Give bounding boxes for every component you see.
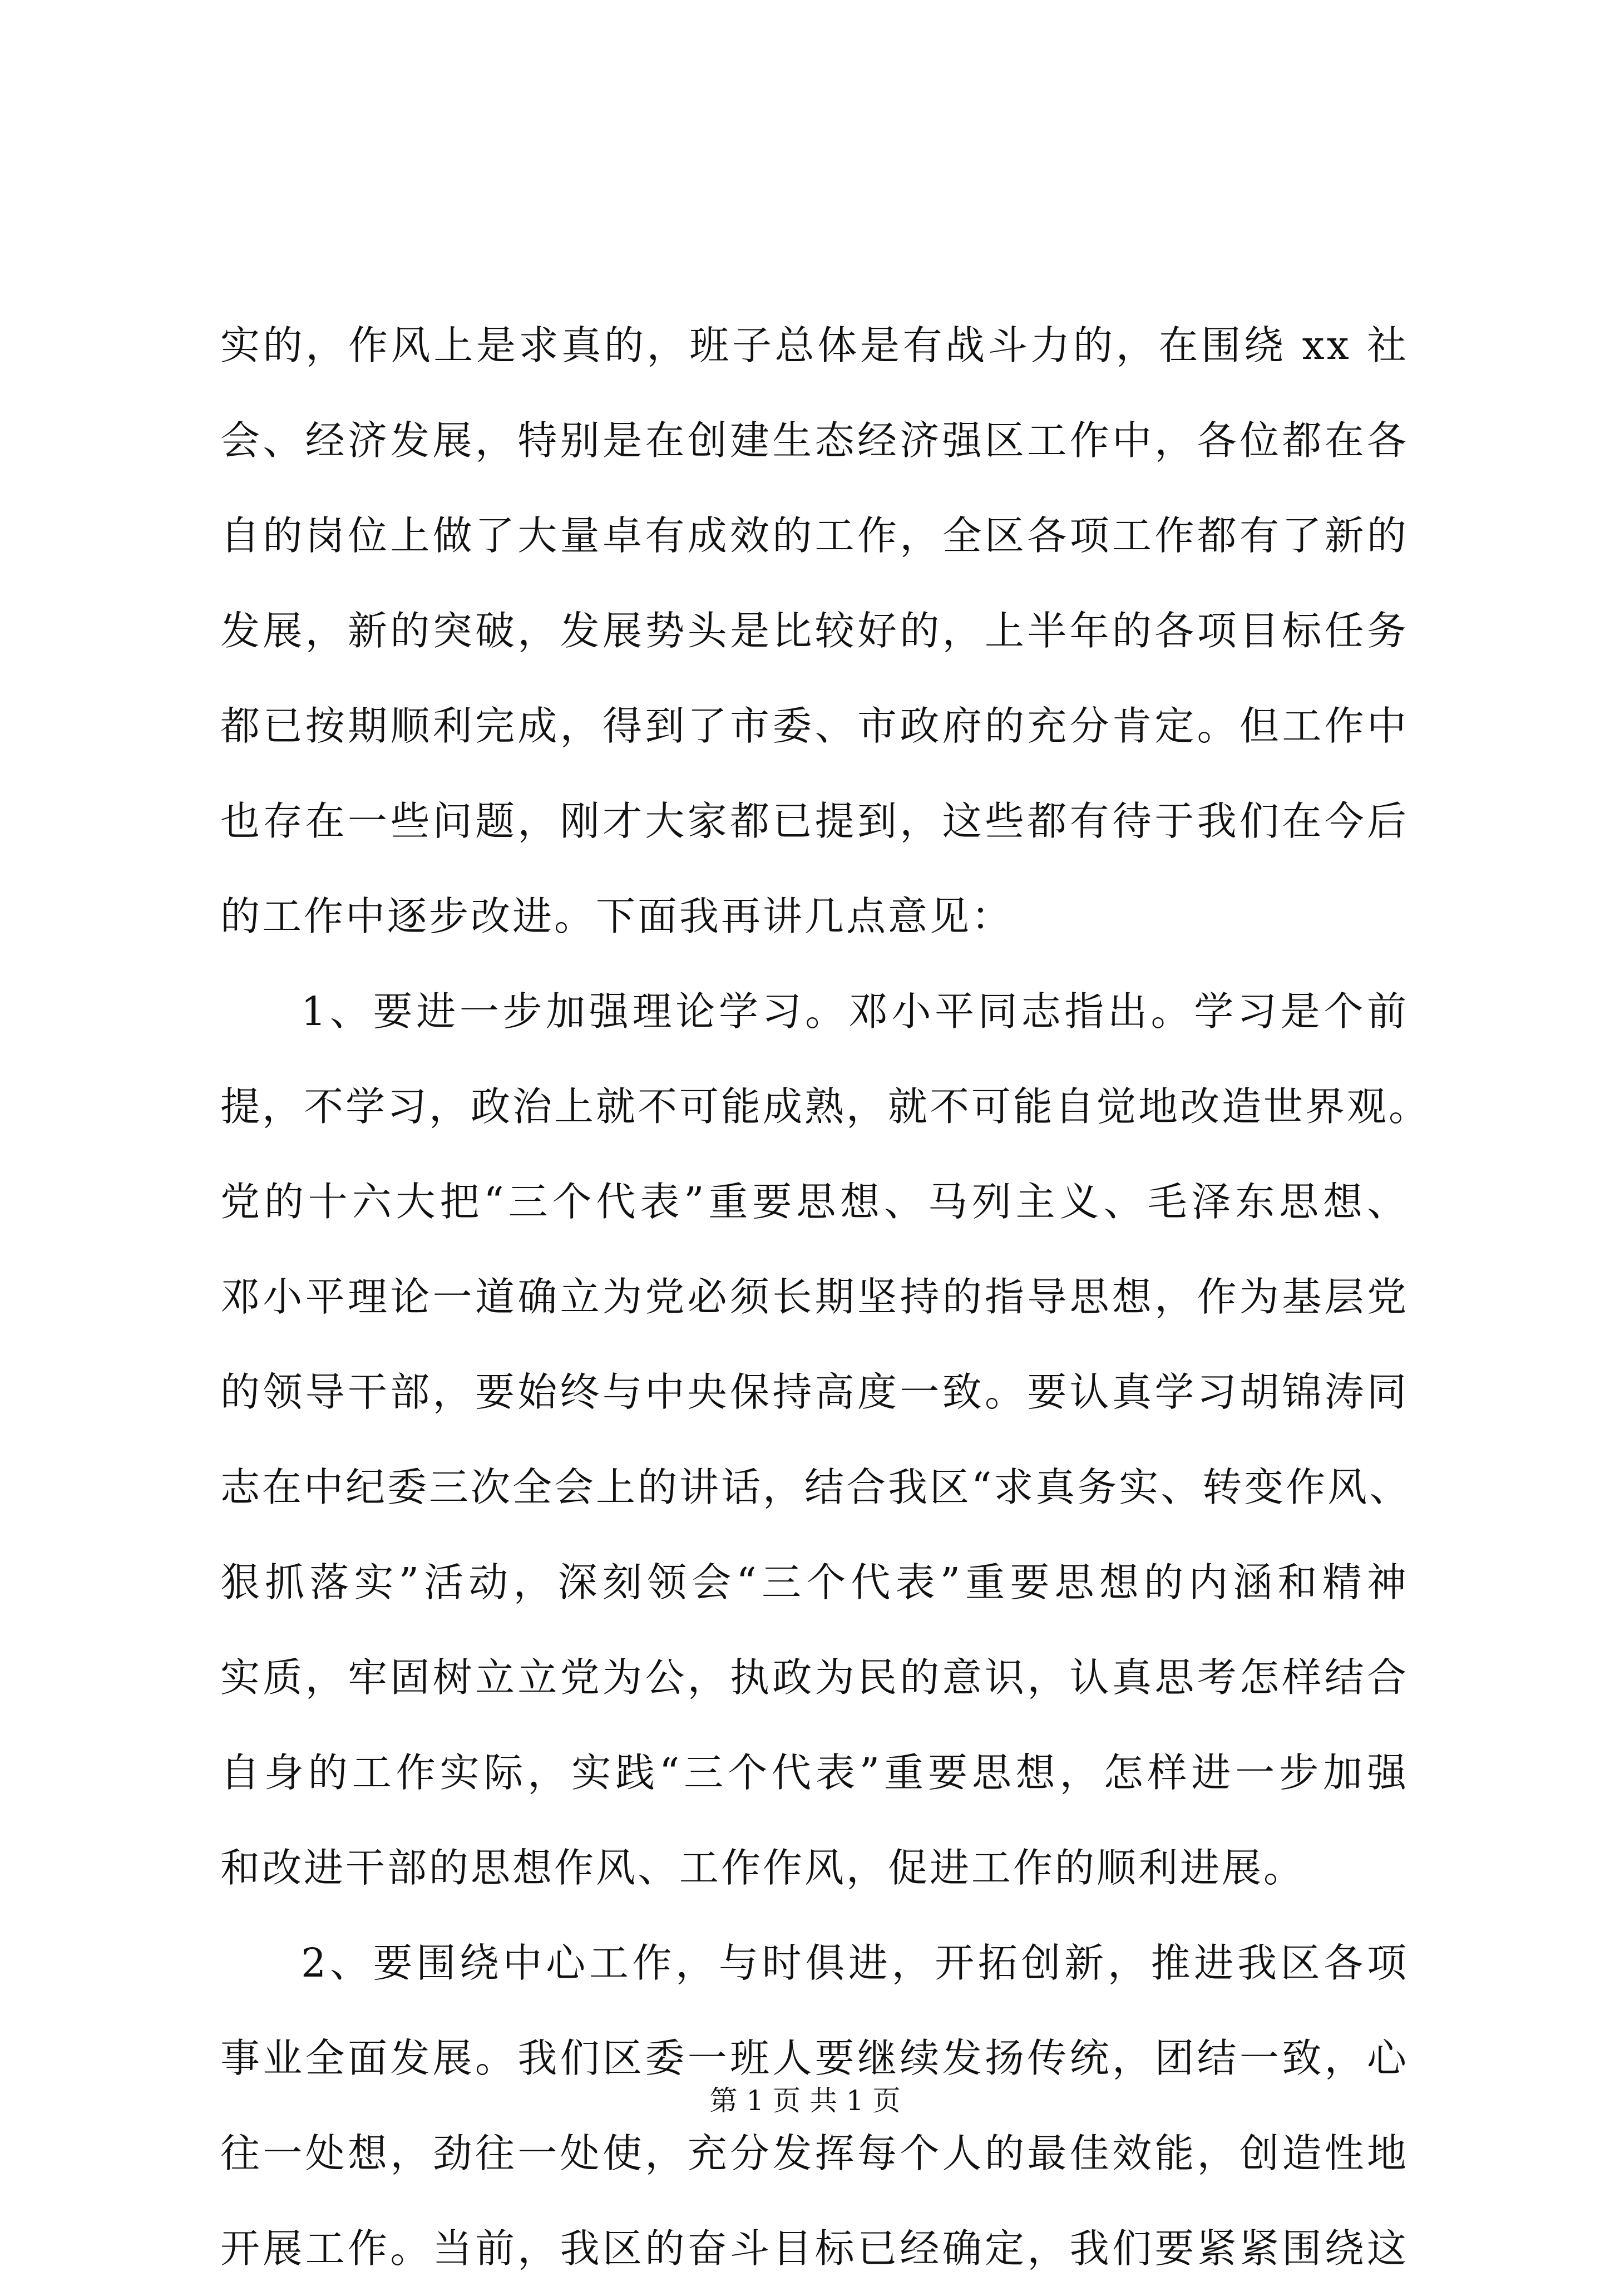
text-line-17: 和改进干部的思想作风、工作作风，促进工作的顺利进展。 xyxy=(220,1845,1306,1891)
text-line-21: 开展工作。当前，我区的奋斗目标已经确定，我们要紧紧围绕这 xyxy=(220,2225,1409,2272)
text-line-4: 发展，新的突破，发展势头是比较好的，上半年的各项目标任务 xyxy=(220,608,1409,654)
page-footer: 第 1 页 共 1 页 xyxy=(709,2085,901,2117)
text-line-8: 1、要进一步加强理论学习。邓小平同志指出。学习是个前 xyxy=(301,988,1409,1034)
text-line-11: 邓小平理论一道确立为党必须长期坚持的指导思想，作为基层党 xyxy=(220,1274,1409,1320)
text-line-13: 志在中纪委三次全会上的讲话，结合我区“求真务实、转变作风、 xyxy=(220,1464,1411,1510)
text-line-2: 会、经济发展，特别是在创建生态经济强区工作中，各位都在各 xyxy=(220,417,1409,464)
text-line-5: 都已按期顺利完成，得到了市委、市政府的充分肯定。但工作中 xyxy=(220,703,1409,749)
text-line-1: 实的，作风上是求真的，班子总体是有战斗力的，在围绕 xx 社 xyxy=(220,322,1409,368)
text-line-15: 实质，牢固树立立党为公，执政为民的意识，认真思考怎样结合 xyxy=(220,1654,1409,1701)
text-line-3: 自的岗位上做了大量卓有成效的工作，全区各项工作都有了新的 xyxy=(220,513,1409,559)
text-line-7: 的工作中逐步改进。下面我再讲几点意见： xyxy=(220,893,1014,939)
text-line-18: 2、要围绕中心工作，与时俱进，开拓创新，推进我区各项 xyxy=(301,1940,1409,1986)
text-line-12: 的领导干部，要始终与中央保持高度一致。要认真学习胡锦涛同 xyxy=(220,1369,1409,1415)
text-line-20: 往一处想，劲往一处使，充分发挥每个人的最佳效能，创造性地 xyxy=(220,2130,1409,2176)
document-body xyxy=(220,298,1431,2296)
text-line-9: 提，不学习，政治上就不可能成熟，就不可能自觉地改造世界观。 xyxy=(220,1083,1431,1130)
text-line-16: 自身的工作实际，实践“三个代表”重要思想，怎样进一步加强 xyxy=(220,1750,1409,1796)
text-line-19: 事业全面发展。我们区委一班人要继续发扬传统，团结一致，心 xyxy=(220,2035,1409,2081)
text-line-6: 也存在一些问题，刚才大家都已提到，这些都有待于我们在今后 xyxy=(220,798,1409,844)
text-line-10: 党的十六大把“三个代表”重要思想、马列主义、毛泽东思想、 xyxy=(220,1179,1409,1225)
text-line-14: 狠抓落实”活动，深刻领会“三个代表”重要思想的内涵和精神 xyxy=(220,1559,1409,1605)
